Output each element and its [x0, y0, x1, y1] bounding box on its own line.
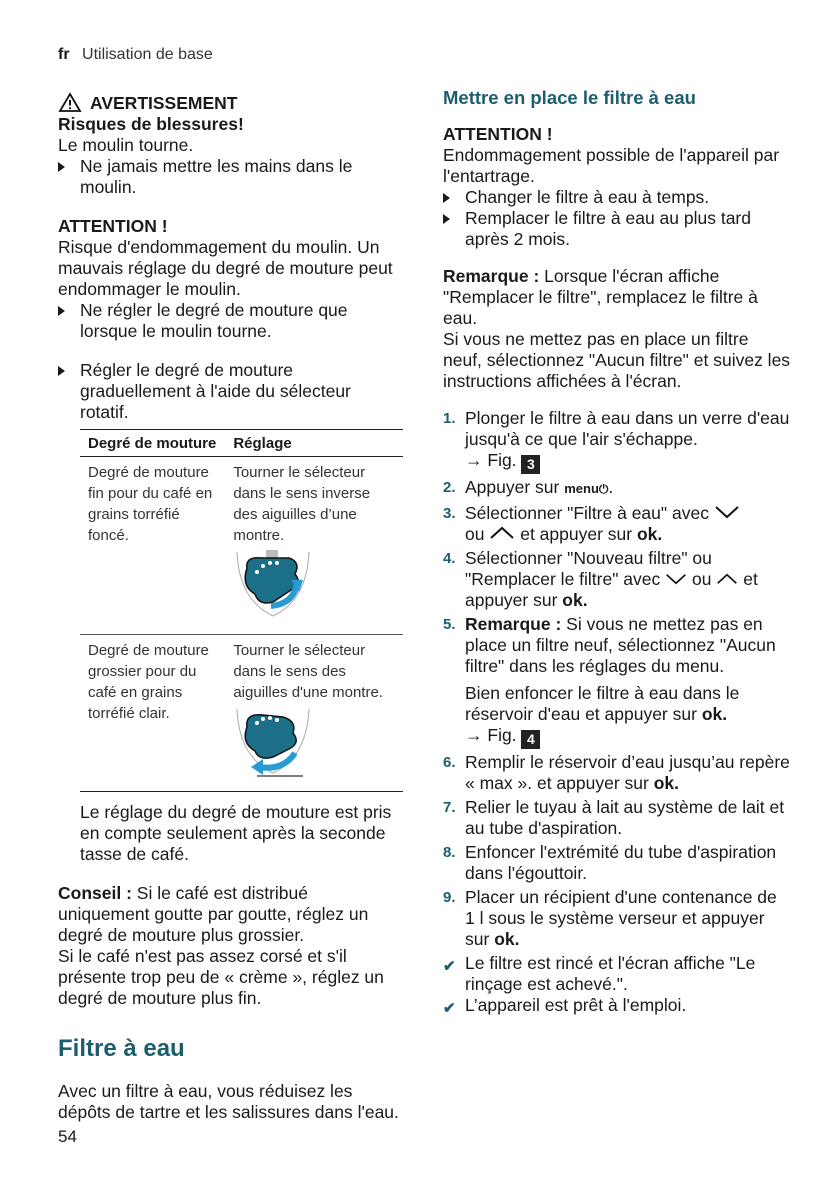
table-cell [225, 457, 403, 635]
warning-text: Le moulin tourne. [58, 135, 194, 155]
step-number: 3. [443, 505, 456, 522]
table-header-row [80, 430, 403, 457]
right-attention-title: ATTENTION ! [443, 124, 553, 144]
right-attention-bullet [443, 187, 791, 208]
warning-bullet-text: Ne jamais mettre les mains dans le moulin. [80, 156, 353, 197]
step-number: 1. [443, 410, 456, 427]
ok-symbol: ok. [636, 524, 663, 544]
list-item [443, 953, 791, 995]
table-cell: Degré de mouture fin pour du café en grains torréfié foncé. [80, 457, 225, 635]
filter-section-title: Filtre à eau [58, 1035, 185, 1062]
ok-symbol: ok. [701, 704, 728, 724]
step-text: Sélectionner "Filtre à eau" avec [465, 503, 709, 523]
right-attention-text: Endommagement possible de l'appareil par l'entartrage. [443, 145, 780, 186]
step-text: Bien enfoncer le filtre à eau dans le réservoir d'eau et appuyer sur [465, 683, 740, 724]
step-number: 7. [443, 799, 456, 816]
attention-title: ATTENTION ! [58, 216, 168, 236]
fig-label: Fig. [487, 450, 517, 470]
list-item [443, 614, 791, 749]
step-text: Placer un récipient d'une contenance de 1 l sous le système verseur et appuyer sur [465, 887, 777, 949]
remarque-text-2: Si vous ne mettez pas en place un filtre neuf, sélectionnez "Aucun filtre" et suivez les instructions affichées à l'écran. [443, 329, 791, 391]
remarque-para [443, 266, 791, 329]
language-code: fr [58, 46, 70, 63]
step-number: 8. [443, 844, 456, 861]
bullet-text: Changer le filtre à eau à temps. [465, 187, 710, 207]
chevron-down-icon [665, 569, 687, 589]
right-column [443, 87, 791, 1016]
warning-bullet [58, 156, 403, 198]
ok-symbol: ok. [653, 773, 680, 793]
bullet-arrow-icon [58, 366, 65, 376]
attention-bullet [58, 300, 403, 342]
list-item [443, 887, 791, 950]
check-icon: ✔ [443, 958, 456, 975]
fig-number: 4 [521, 730, 540, 749]
warning-triangle-icon [58, 92, 84, 114]
list-item [443, 408, 791, 474]
list-item: 2. Appuyer sur menu⏻. [443, 477, 614, 497]
dial-cw-illustration [233, 707, 395, 783]
grind-instruction [58, 360, 403, 423]
power-icon: ⏻ [598, 482, 609, 496]
table-cell: Degré de mouture grossier pour du café en grains torréfié clair. [88, 642, 209, 722]
table-cell-text: Tourner le sélecteur dans le sens des aiguilles d'une montre. [233, 642, 383, 701]
dial-ccw-illustration [233, 550, 395, 626]
step-number: 2. [443, 479, 456, 496]
list-item [443, 752, 791, 794]
fig-ref: → Fig. 3 [465, 450, 791, 474]
remarque-label: Remarque : [443, 266, 540, 286]
warning-title: AVERTISSEMENT [90, 92, 238, 113]
list-item [443, 797, 791, 839]
right-attention-bullet [443, 208, 791, 250]
ok-symbol: ok. [562, 590, 588, 610]
page-number: 54 [58, 1127, 77, 1146]
table-header: Réglage [225, 430, 403, 457]
grind-table [80, 430, 403, 791]
step-number: 9. [443, 889, 456, 906]
right-section-title: Mettre en place le filtre à eau [443, 87, 696, 108]
step-text: ou [465, 524, 485, 544]
section-name: Utilisation de base [82, 46, 213, 63]
conseil-para [58, 883, 403, 946]
attention-bullet-text: Ne régler le degré de mouture que lorsque le moulin tourne. [80, 300, 348, 341]
check-icon: ✔ [443, 1000, 456, 1017]
attention-text: Risque d'endommagement du moulin. Un mauvais réglage du degré de mouture peut endommager le moulin. [58, 237, 393, 299]
conseil-label: Conseil : [58, 883, 132, 903]
attention-block [58, 216, 403, 342]
right-remarque-block [443, 266, 791, 392]
table-cell-text: Tourner le sélecteur dans le sens inverse des aiguilles d’une montre. [233, 464, 371, 544]
step-number: 4. [443, 550, 456, 567]
table-row [80, 635, 403, 792]
table-row [80, 457, 403, 635]
step-number: 5. [443, 616, 456, 633]
fig-label: Fig. [487, 725, 517, 745]
menu-button-symbol: menu [564, 481, 599, 496]
step-text: Remplir le réservoir d’eau jusqu’au repère « max ». et appuyer sur [465, 752, 790, 793]
step-text: Plonger le filtre à eau dans un verre d'eau jusqu'à ce que l'air s'échappe. [465, 408, 790, 449]
fig-number: 3 [521, 455, 540, 474]
result-text: Le filtre est rincé et l'écran affiche "Le rinçage est achevé.". [465, 953, 756, 994]
grind-table-wrap [80, 429, 403, 792]
page-header [58, 46, 213, 64]
conseil-block [58, 883, 403, 1009]
chevron-up-icon [716, 569, 738, 589]
step-text: Si vous ne mettez pas en place un filtre neuf, sélectionnez "Aucun filtre" dans les réglages du menu. [465, 614, 776, 676]
bullet-arrow-icon [58, 306, 65, 316]
right-attention-block [443, 124, 791, 250]
step-text: Appuyer sur [465, 477, 560, 497]
step-text: et appuyer sur [465, 569, 758, 610]
fig-ref: → Fig. 4 [465, 725, 791, 749]
warning-heading [58, 92, 403, 114]
conseil-text-2: Si le café n'est pas assez corsé et s'il présente trop peu de « crème », réglez un degré de mouture plus fin. [58, 946, 384, 1008]
step-subtext [465, 683, 791, 725]
step-text: Enfoncer l'extrémité du tube d'aspiration dans l'égouttoir. [465, 842, 777, 883]
list-item [443, 842, 791, 884]
list-item [443, 503, 791, 545]
warning-subtitle: Risques de blessures! [58, 114, 244, 134]
step-text: Relier le tuyau à lait au système de lait et au tube d'aspiration. [465, 797, 785, 838]
list-item [443, 548, 791, 611]
remarque-text: Lorsque l'écran affiche "Remplacer le filtre", remplacez le filtre à eau. [443, 266, 758, 328]
step-text: et appuyer sur [520, 524, 633, 544]
steps-list [443, 408, 791, 1016]
left-column [58, 92, 403, 1123]
list-item [443, 995, 791, 1016]
bullet-arrow-icon [443, 214, 450, 224]
ok-symbol: ok. [494, 929, 520, 949]
conseil-text: Si le café est distribué uniquement goutte par goutte, réglez un degré de mouture plus grossier. [58, 883, 369, 945]
table-header: Degré de mouture [80, 430, 225, 457]
grind-instruction-text: Régler le degré de mouture graduellement à l'aide du sélecteur rotatif. [80, 360, 351, 422]
result-text: L’appareil est prêt à l'emploi. [465, 995, 687, 1015]
step-text: Sélectionner "Nouveau filtre" ou "Remplacer le filtre" avec [465, 548, 712, 589]
remarque-label: Remarque : [465, 614, 562, 634]
chevron-up-icon [489, 524, 515, 544]
filter-section-text: Avec un filtre à eau, vous réduisez les dépôts de tartre et les salissures dans l'eau. [58, 1081, 399, 1122]
step-number: 6. [443, 754, 456, 771]
bullet-arrow-icon [58, 162, 65, 172]
chevron-down-icon [714, 503, 740, 523]
bullet-arrow-icon [443, 193, 450, 203]
grind-note: Le réglage du degré de mouture est pris en compte seulement après la seconde tasse de café. [80, 802, 392, 864]
warning-block [58, 92, 403, 198]
step-text: ou [692, 569, 712, 589]
table-cell [225, 635, 403, 792]
bullet-text: Remplacer le filtre à eau au plus tard après 2 mois. [465, 208, 751, 249]
